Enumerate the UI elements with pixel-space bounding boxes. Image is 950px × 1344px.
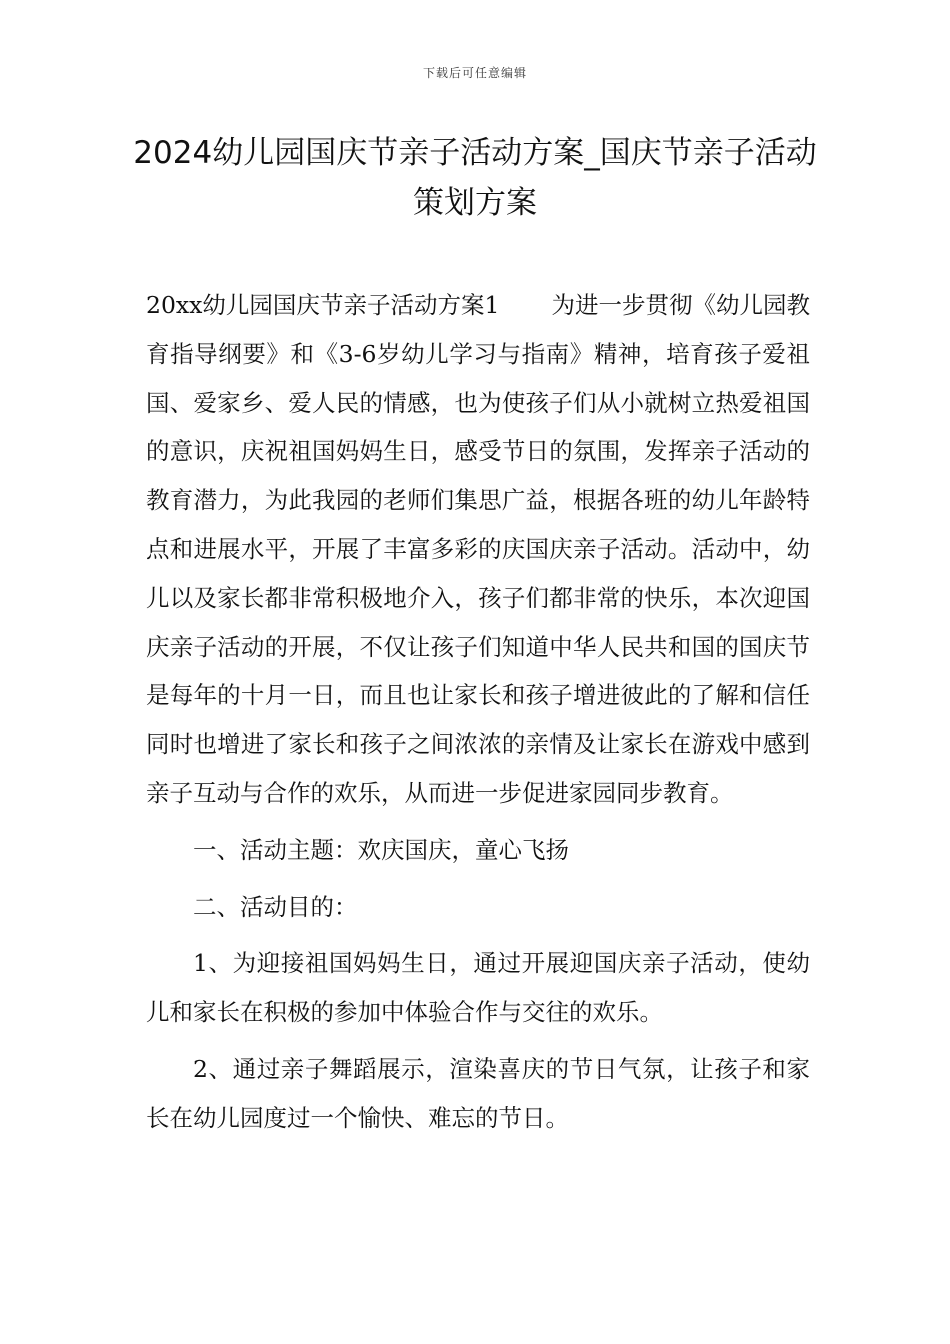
intro-paragraph bbox=[146, 281, 810, 818]
intro-lead: 20xx幼儿园国庆节亲子活动方案1 bbox=[146, 291, 500, 319]
purpose-heading: 二、活动目的： bbox=[193, 892, 358, 921]
theme-paragraph: 一、活动主题：欢庆国庆，童心飞扬 bbox=[193, 835, 569, 864]
document-title: 2024幼儿园国庆节亲子活动方案_国庆节亲子活动策划方案 bbox=[133, 135, 817, 221]
purpose-item-1: 1、为迎接祖国妈妈生日，通过开展迎国庆亲子活动，使幼儿和家长在积极的参加中体验合作与交往的欢乐。 bbox=[146, 949, 810, 1027]
document-body bbox=[146, 281, 810, 1143]
purpose-item-2: 2、通过亲子舞蹈展示，渲染喜庆的节日气氛，让孩子和家长在幼儿园度过一个愉快、难忘的节日。 bbox=[146, 1054, 810, 1132]
intro-text: 为进一步贯彻《幼儿园教育指导纲要》和《3-6岁幼儿学习与指南》精神，培育孩子爱祖国、爱家乡、爱人民的情感，也为使孩子们从小就树立热爱祖国的意识，庆祝祖国妈妈生日，感受节日的氛围，发挥亲子活动的教育潜力，为此我园的老师们集思广益，根据各班的幼儿年龄特点和进展水平，开展了丰富多彩的庆国庆亲子活动。活动中，幼儿以及家长都非常积极地介入，孩子们都非常的快乐，本次迎国庆亲子活动的开展，不仅让孩子们知道中华人民共和国的国庆节是每年的十月一日，而且也让家长和孩子增进彼此的了解和信任同时也增进了家长和孩子之间浓浓的亲情及让家长在游戏中感到亲子互动与合作的欢乐，从而进一步促进家园同步教育。 bbox=[146, 291, 810, 807]
header-note: 下载后可任意编辑 bbox=[422, 66, 527, 80]
